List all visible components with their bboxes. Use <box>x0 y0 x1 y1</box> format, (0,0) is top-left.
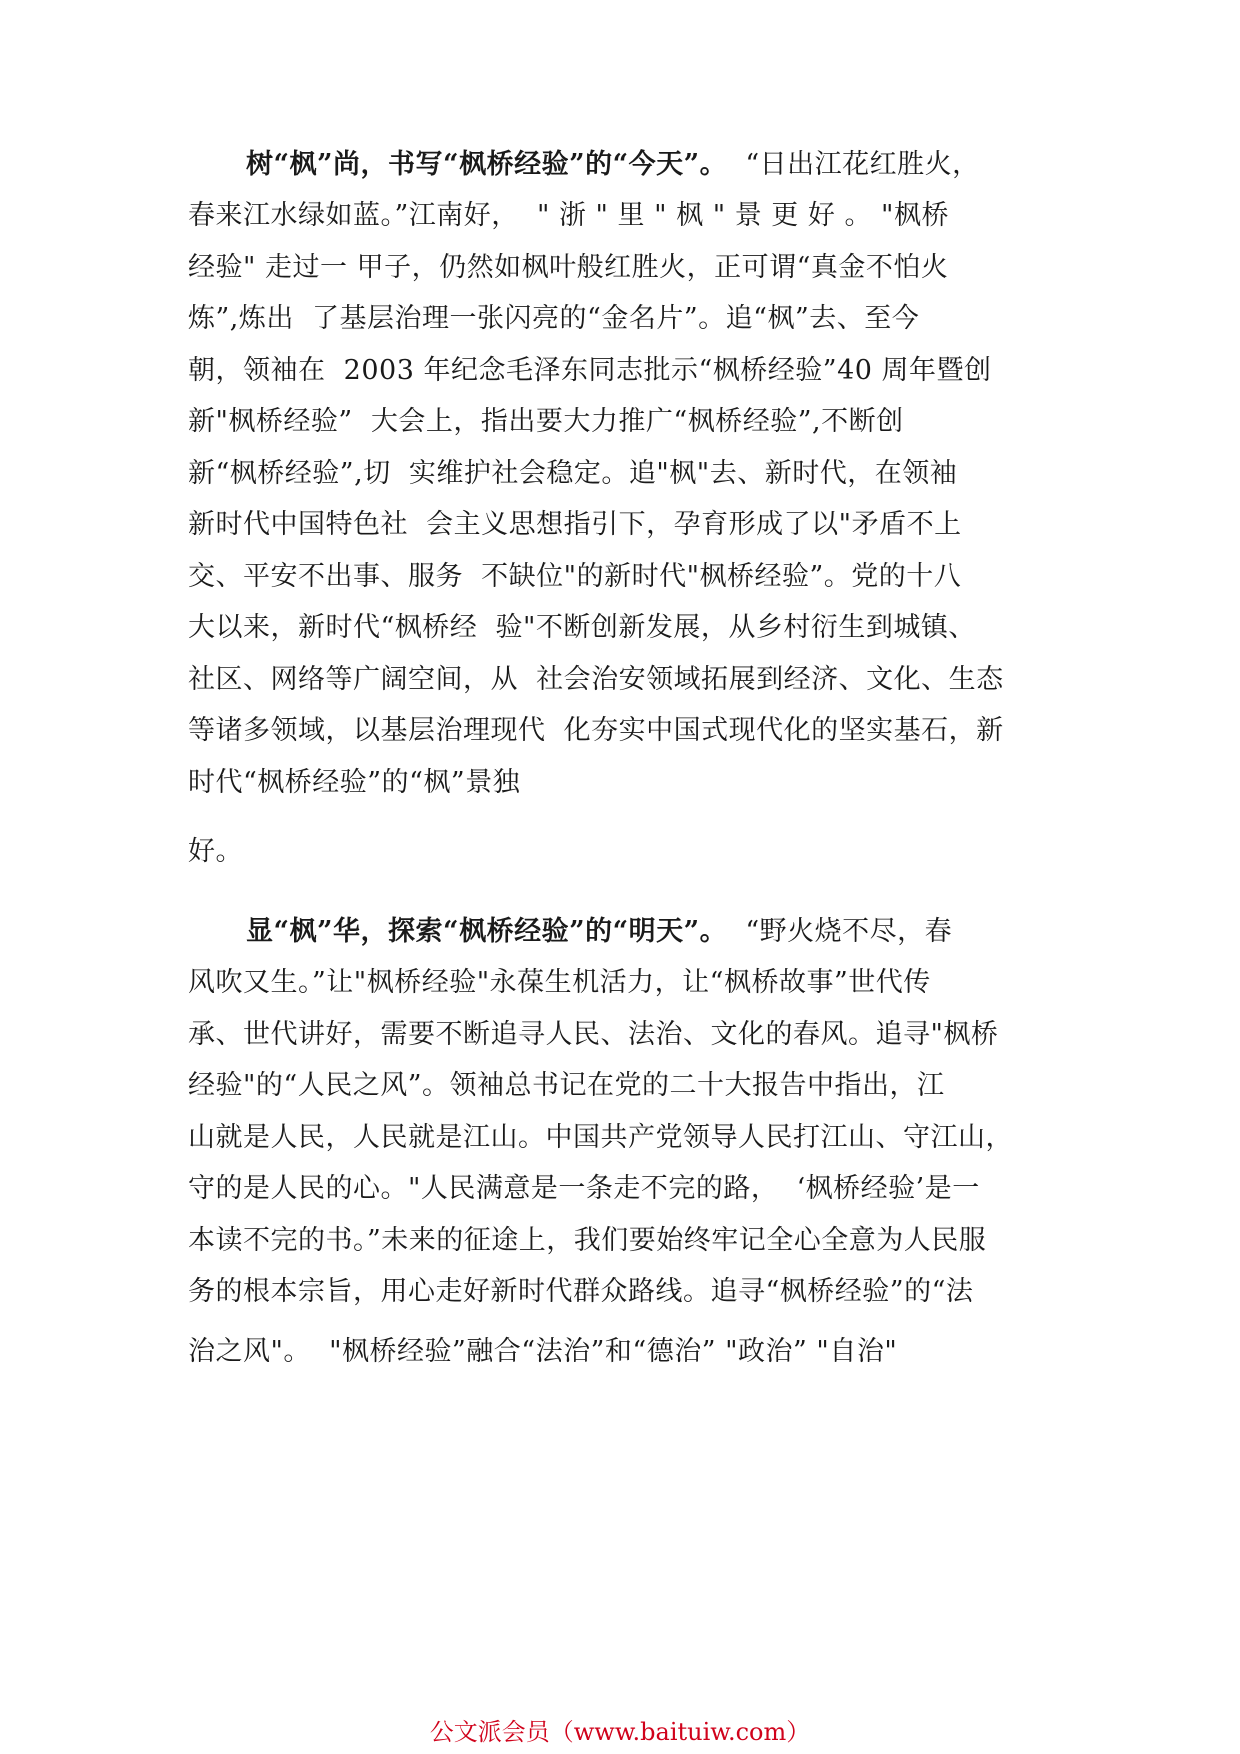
paragraph2-line-4: 经验"的“人民之风”。领袖总书记在党的二十大报告中指出，江 <box>188 1070 945 1101</box>
paragraph1-line-11: 社区、网络等广阔空间，从 社会治安领域拓展到经济、文化、生态 <box>188 664 1004 695</box>
paragraph2-heading: 显“枫”华，探索“枫桥经验”的“明天”。 <box>246 916 728 947</box>
paragraph1-line-2: 春来江水绿如蓝。”江南好， " 浙 " 里 " 枫 " 景 更 好 。 "枫桥 <box>188 200 949 231</box>
paragraph1-line-1 <box>246 148 980 182</box>
paragraph2-line-3: 承、世代讲好，需要不断追寻人民、法治、文化的春风。追寻"枫桥 <box>188 1019 999 1050</box>
footer-watermark: 公文派会员（www.baituiw.com） <box>429 1718 811 1746</box>
paragraph1-heading: 树“枫”尚，书写“枫桥经验”的“今天”。 <box>246 149 728 180</box>
paragraph1-line-6: 新"枫桥经验” 大会上，指出要大力推广“枫桥经验”,不断创 <box>188 406 904 437</box>
paragraph1-text: “日出江花红胜火， <box>727 149 980 180</box>
paragraph2-line-5: 山就是人民，人民就是江山。中国共产党领导人民打江山、守江山， <box>188 1122 1013 1153</box>
paragraph1-line-13: 时代“枫桥经验”的“枫”景独 <box>188 767 521 798</box>
paragraph2-line-2: 风吹又生。”让"枫桥经验"永葆生机活力，让“枫桥故事”世代传 <box>188 967 931 998</box>
paragraph1-line-5: 朝，领袖在 2003 年纪念毛泽东同志批示“枫桥经验”40 周年暨创 <box>188 355 992 386</box>
paragraph2-text: “野火烧不尽，春 <box>727 916 953 947</box>
paragraph1-line-4: 炼”,炼出 了基层治理一张闪亮的“金名片”。追“枫”去、至今 <box>188 303 920 334</box>
paragraph2-line-1 <box>246 915 952 949</box>
paragraph1-line-12: 等诸多领域，以基层治理现代 化夯实中国式现代化的坚实基石，新 <box>188 715 1004 746</box>
paragraph2-line-9: 治之风"。 "枫桥经验”融合“法治”和“德治” "政治” "自治" <box>188 1336 898 1367</box>
paragraph1-line-3: 经验" 走过一 甲子，仍然如枫叶般红胜火，正可谓“真金不怕火 <box>188 252 949 283</box>
paragraph1-line-10: 大以来，新时代“枫桥经 验"不断创新发展，从乡村衍生到城镇、 <box>188 612 976 643</box>
paragraph1-line-8: 新时代中国特色社 会主义思想指引下，孕育形成了以"矛盾不上 <box>188 509 962 540</box>
paragraph2-line-8: 务的根本宗旨，用心走好新时代群众路线。追寻“枫桥经验”的“法 <box>188 1276 974 1307</box>
paragraph2-line-6: 守的是人民的心。"人民满意是一条走不完的路， ‘枫桥经验’是一 <box>188 1173 980 1204</box>
paragraph2-line-7: 本读不完的书。”未来的征途上，我们要始终牢记全心全意为人民服 <box>188 1225 987 1256</box>
paragraph1-line-14: 好。 <box>188 836 243 867</box>
paragraph1-line-7: 新“枫桥经验”,切 实维护社会稳定。追"枫"去、新时代，在领袖 <box>188 458 958 489</box>
paragraph1-line-9: 交、平安不出事、服务 不缺位"的新时代"枫桥经验”。党的十八 <box>188 561 962 592</box>
